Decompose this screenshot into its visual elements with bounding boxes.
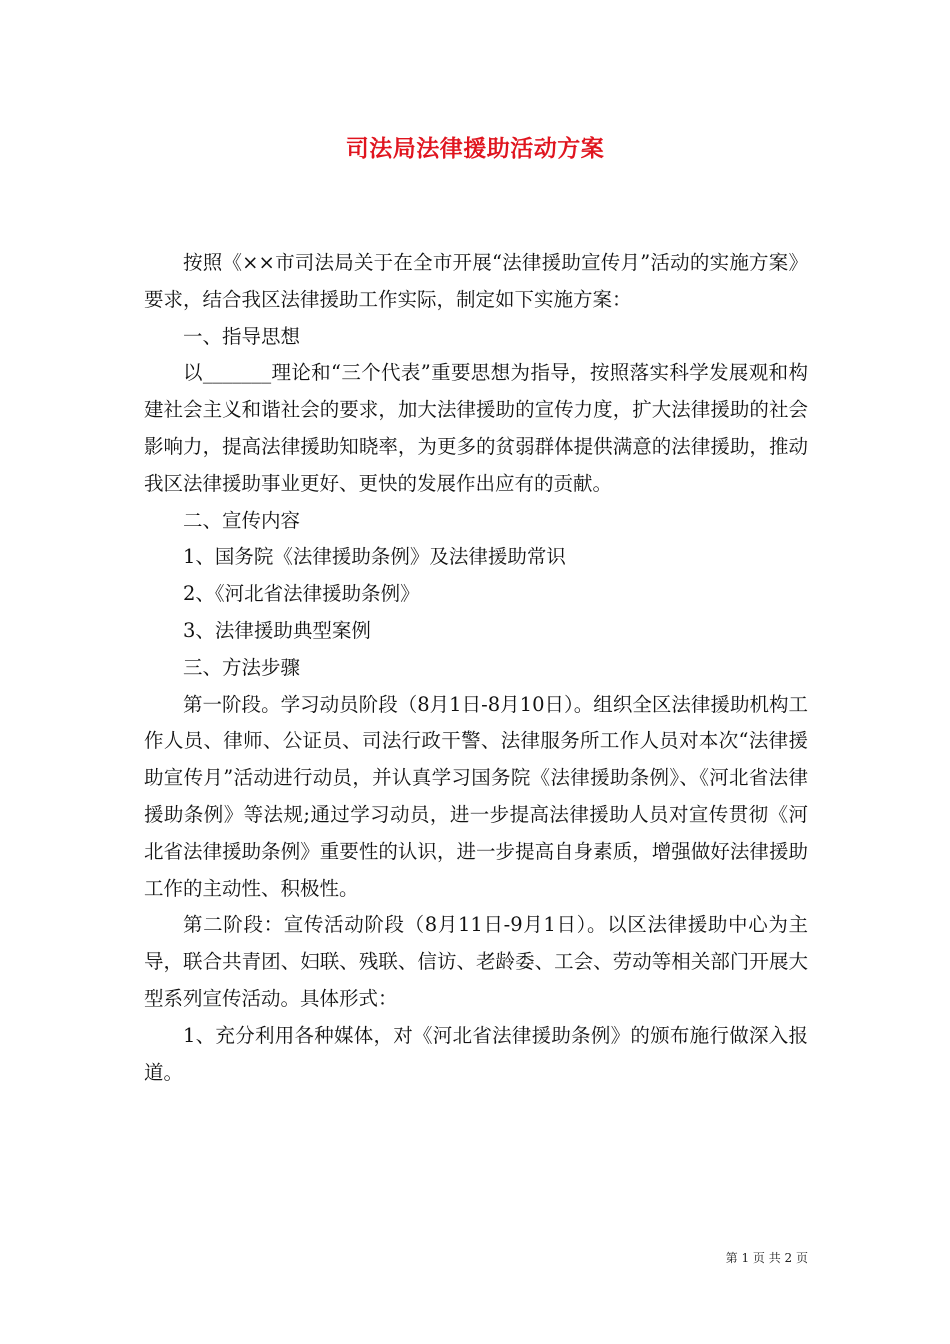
page-number: 第 1 页 共 2 页 — [725, 1251, 808, 1265]
paragraph-stage-1: 第一阶段。学习动员阶段（8月1日-8月10日）。组织全区法律援助机构工作人员、律师、公证员、司法行政干警、法律服务所工作人员对本次“法律援助宣传月”活动进行动员，并认真学习国务院《法律援助条例》、《河北省法律援助条例》等法规;通过学习动员，进一步提高法律援助人员对宣传贯彻《河北省法律援助条例》重要性的认识，进一步提高自身素质，增强做好法律援助工作的主动性、积极性。 — [144, 692, 808, 900]
list-item-content-3: 3、法律援助典型案例 — [183, 618, 371, 642]
paragraph-intro: 按照《××市司法局关于在全市开展“法律援助宣传月”活动的实施方案》要求，结合我区法律援助工作实际，制定如下实施方案： — [144, 251, 808, 311]
paragraph-stage-2: 第二阶段：宣传活动阶段（8月11日-9月1日）。以区法律援助中心为主导，联合共青团、妇联、残联、信访、老龄委、工会、劳动等相关部门开展大型系列宣传活动。具体形式： — [144, 913, 808, 1010]
document-title: 司法局法律援助活动方案 — [345, 135, 605, 162]
paragraph-guiding-ideology: 以_______理论和“三个代表”重要思想为指导，按照落实科学发展观和构建社会主义和谐社会的要求，加大法律援助的宣传力度，扩大法律援助的社会影响力，提高法律援助知晓率，为更多的贫弱群体提供满意的法律援助，推动我区法律援助事业更好、更快的发展作出应有的贡献。 — [144, 361, 808, 495]
heading-method-steps: 三、方法步骤 — [183, 655, 301, 679]
document-body — [144, 245, 808, 1091]
list-item-content-1: 1、国务院《法律援助条例》及法律援助常识 — [183, 545, 566, 569]
heading-publicity-content: 二、宣传内容 — [183, 508, 301, 532]
list-item-content-2: 2、《河北省法律援助条例》 — [183, 582, 420, 606]
heading-guiding-ideology: 一、指导思想 — [183, 324, 301, 348]
list-item-stage-2-1: 1、充分利用各种媒体，对《河北省法律援助条例》的颁布施行做深入报道。 — [144, 1023, 808, 1084]
